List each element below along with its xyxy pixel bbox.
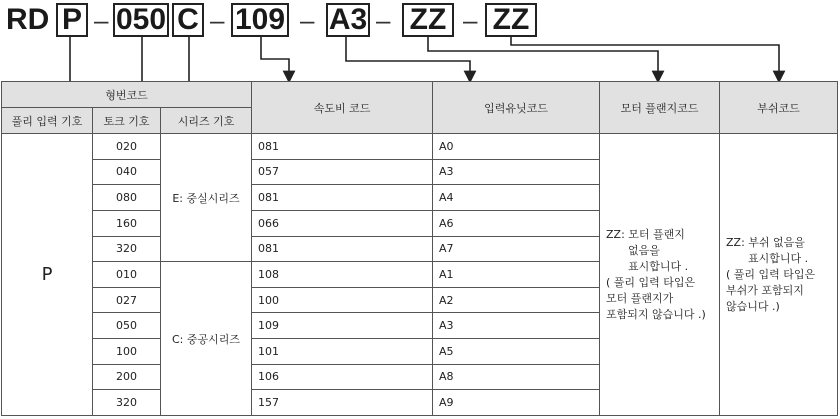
pulley-input-value: P xyxy=(2,134,93,416)
code-dash: – xyxy=(463,5,478,35)
input-unit-cell: A2 xyxy=(433,287,600,313)
torque-cell: 010 xyxy=(93,262,161,288)
speed-ratio-cell: 157 xyxy=(252,390,433,416)
code-dash: – xyxy=(300,5,315,35)
speed-ratio-cell: 081 xyxy=(252,236,433,262)
torque-cell: 027 xyxy=(93,287,161,313)
motor-flange-note: ZZ: 모터 플랜지 없음을 표시합니다 . ( 풀리 입력 타입은 모터 플랜지가 포함되지 않습니다 .) xyxy=(600,134,720,416)
code-prefix-rd: RD xyxy=(6,3,50,36)
bushing-note: ZZ: 부쉬 없음을 표시합니다 . ( 풀리 입력 타입은 부쉬가 포함되지 않습니다 .) xyxy=(720,134,838,416)
torque-cell: 320 xyxy=(93,236,161,262)
code-box-pulley: P xyxy=(56,3,88,37)
input-unit-cell: A0 xyxy=(433,134,600,160)
code-box-speed-ratio: 109 xyxy=(231,3,289,37)
header-motor-flange: 모터 플랜지코드 xyxy=(600,82,720,134)
torque-cell: 050 xyxy=(93,313,161,339)
speed-ratio-cell: 106 xyxy=(252,364,433,390)
speed-ratio-cell: 057 xyxy=(252,159,433,185)
input-unit-cell: A9 xyxy=(433,390,600,416)
code-dash: – xyxy=(376,5,391,35)
torque-cell: 020 xyxy=(93,134,161,160)
input-unit-cell: A1 xyxy=(433,262,600,288)
input-unit-cell: A5 xyxy=(433,339,600,365)
input-unit-cell: A8 xyxy=(433,364,600,390)
header-pulley-input: 풀리 입력 기호 xyxy=(2,108,93,134)
code-box-bushing: ZZ xyxy=(485,3,537,37)
header-model-code: 형번코드 xyxy=(2,82,252,108)
input-unit-cell: A3 xyxy=(433,159,600,185)
code-dash: – xyxy=(210,5,225,35)
torque-cell: 200 xyxy=(93,364,161,390)
torque-cell: 160 xyxy=(93,210,161,236)
input-unit-cell: A3 xyxy=(433,313,600,339)
speed-ratio-cell: 109 xyxy=(252,313,433,339)
torque-cell: 080 xyxy=(93,185,161,211)
input-unit-cell: A7 xyxy=(433,236,600,262)
torque-cell: 320 xyxy=(93,390,161,416)
speed-ratio-cell: 081 xyxy=(252,185,433,211)
input-unit-cell: A6 xyxy=(433,210,600,236)
speed-ratio-cell: 066 xyxy=(252,210,433,236)
table-row xyxy=(2,134,838,160)
code-box-motor-flange: ZZ xyxy=(402,3,454,37)
speed-ratio-cell: 081 xyxy=(252,134,433,160)
speed-ratio-cell: 101 xyxy=(252,339,433,365)
header-series-symbol: 시리즈 기호 xyxy=(161,108,252,134)
speed-ratio-cell: 100 xyxy=(252,287,433,313)
header-speed-ratio: 속도비 코드 xyxy=(252,82,433,134)
speed-ratio-cell: 108 xyxy=(252,262,433,288)
torque-cell: 100 xyxy=(93,339,161,365)
header-bushing: 부쉬코드 xyxy=(720,82,838,134)
header-input-unit: 입력유닛코드 xyxy=(433,82,600,134)
code-box-series: C xyxy=(172,3,204,37)
code-box-torque: 050 xyxy=(113,3,169,37)
model-code-row xyxy=(0,0,840,46)
input-unit-cell: A4 xyxy=(433,185,600,211)
torque-cell: 040 xyxy=(93,159,161,185)
series-c-cell: C: 중공시리즈 xyxy=(161,262,252,416)
code-box-input-unit: A3 xyxy=(326,3,370,37)
model-code-table xyxy=(1,81,838,416)
series-e-cell: E: 중실시리즈 xyxy=(161,134,252,262)
code-dash: – xyxy=(94,5,109,35)
header-torque-symbol: 토크 기호 xyxy=(93,108,161,134)
